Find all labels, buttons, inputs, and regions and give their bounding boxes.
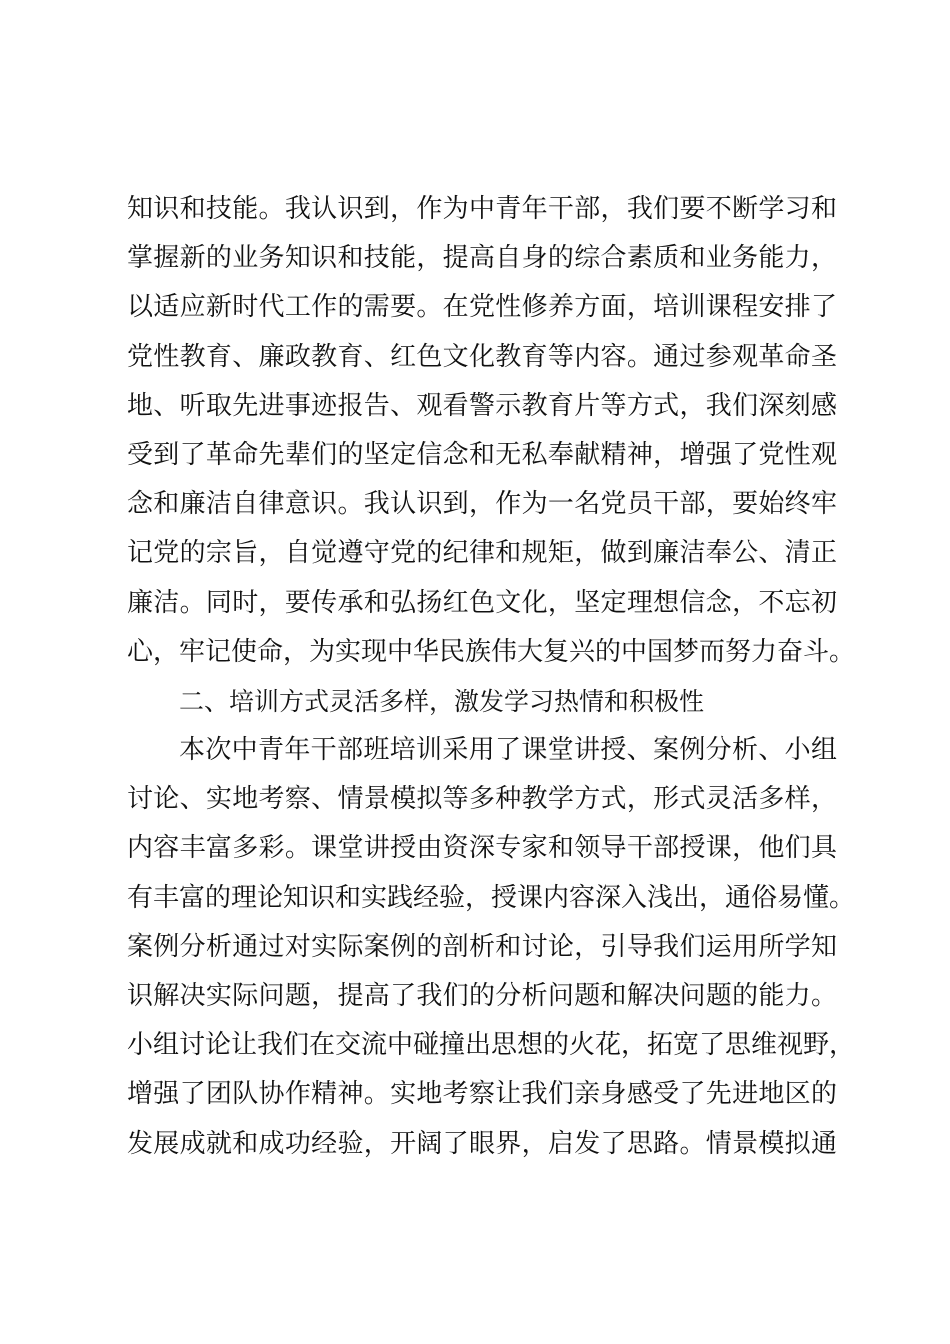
paragraph-line: 知识和技能。我认识到，作为中青年干部，我们要不断学习和 xyxy=(127,194,837,224)
paragraph-line: 掌握新的业务知识和技能，提高自身的综合素质和业务能力， xyxy=(127,243,837,274)
paragraph-line: 受到了革命先辈们的坚定信念和无私奉献精神，增强了党性观 xyxy=(127,439,837,470)
paragraph-line: 识解决实际问题，提高了我们的分析问题和解决问题的能力。 xyxy=(127,981,837,1011)
paragraph-line: 心，牢记使命，为实现中华民族伟大复兴的中国梦而努力奋斗。 xyxy=(127,636,856,667)
paragraph-line: 念和廉洁自律意识。我认识到，作为一名党员干部，要始终牢 xyxy=(127,489,837,520)
paragraph-line: 党性教育、廉政教育、红色文化教育等内容。通过参观革命圣 xyxy=(127,341,837,372)
section-heading: 二、培训方式灵活多样，激发学习热情和积极性 xyxy=(179,686,705,716)
paragraph-line: 增强了团队协作精神。实地考察让我们亲身感受了先进地区的 xyxy=(127,1079,837,1110)
paragraph-line: 地、听取先进事迹报告、观看警示教育片等方式，我们深刻感 xyxy=(127,390,837,421)
paragraph-line: 本次中青年干部班培训采用了课堂讲授、案例分析、小组 xyxy=(179,735,837,766)
paragraph-line: 有丰富的理论知识和实践经验，授课内容深入浅出，通俗易懂。 xyxy=(127,882,856,913)
paragraph-line: 记党的宗旨，自觉遵守党的纪律和规矩，做到廉洁奉公、清正 xyxy=(127,538,837,569)
paragraph-line: 内容丰富多彩。课堂讲授由资深专家和领导干部授课，他们具 xyxy=(127,833,837,864)
paragraph-line: 案例分析通过对实际案例的剖析和讨论，引导我们运用所学知 xyxy=(127,931,837,962)
paragraph-line: 廉洁。同时，要传承和弘扬红色文化，坚定理想信念，不忘初 xyxy=(127,587,837,618)
paragraph-line: 小组讨论让我们在交流中碰撞出思想的火花，拓宽了思维视野， xyxy=(127,1030,856,1061)
body-text xyxy=(127,185,856,1169)
paragraph-line: 讨论、实地考察、情景模拟等多种教学方式，形式灵活多样， xyxy=(127,784,837,815)
paragraph-line: 以适应新时代工作的需要。在党性修养方面，培训课程安排了 xyxy=(127,292,837,323)
paragraph-line: 发展成就和成功经验，开阔了眼界，启发了思路。情景模拟通 xyxy=(127,1128,837,1159)
